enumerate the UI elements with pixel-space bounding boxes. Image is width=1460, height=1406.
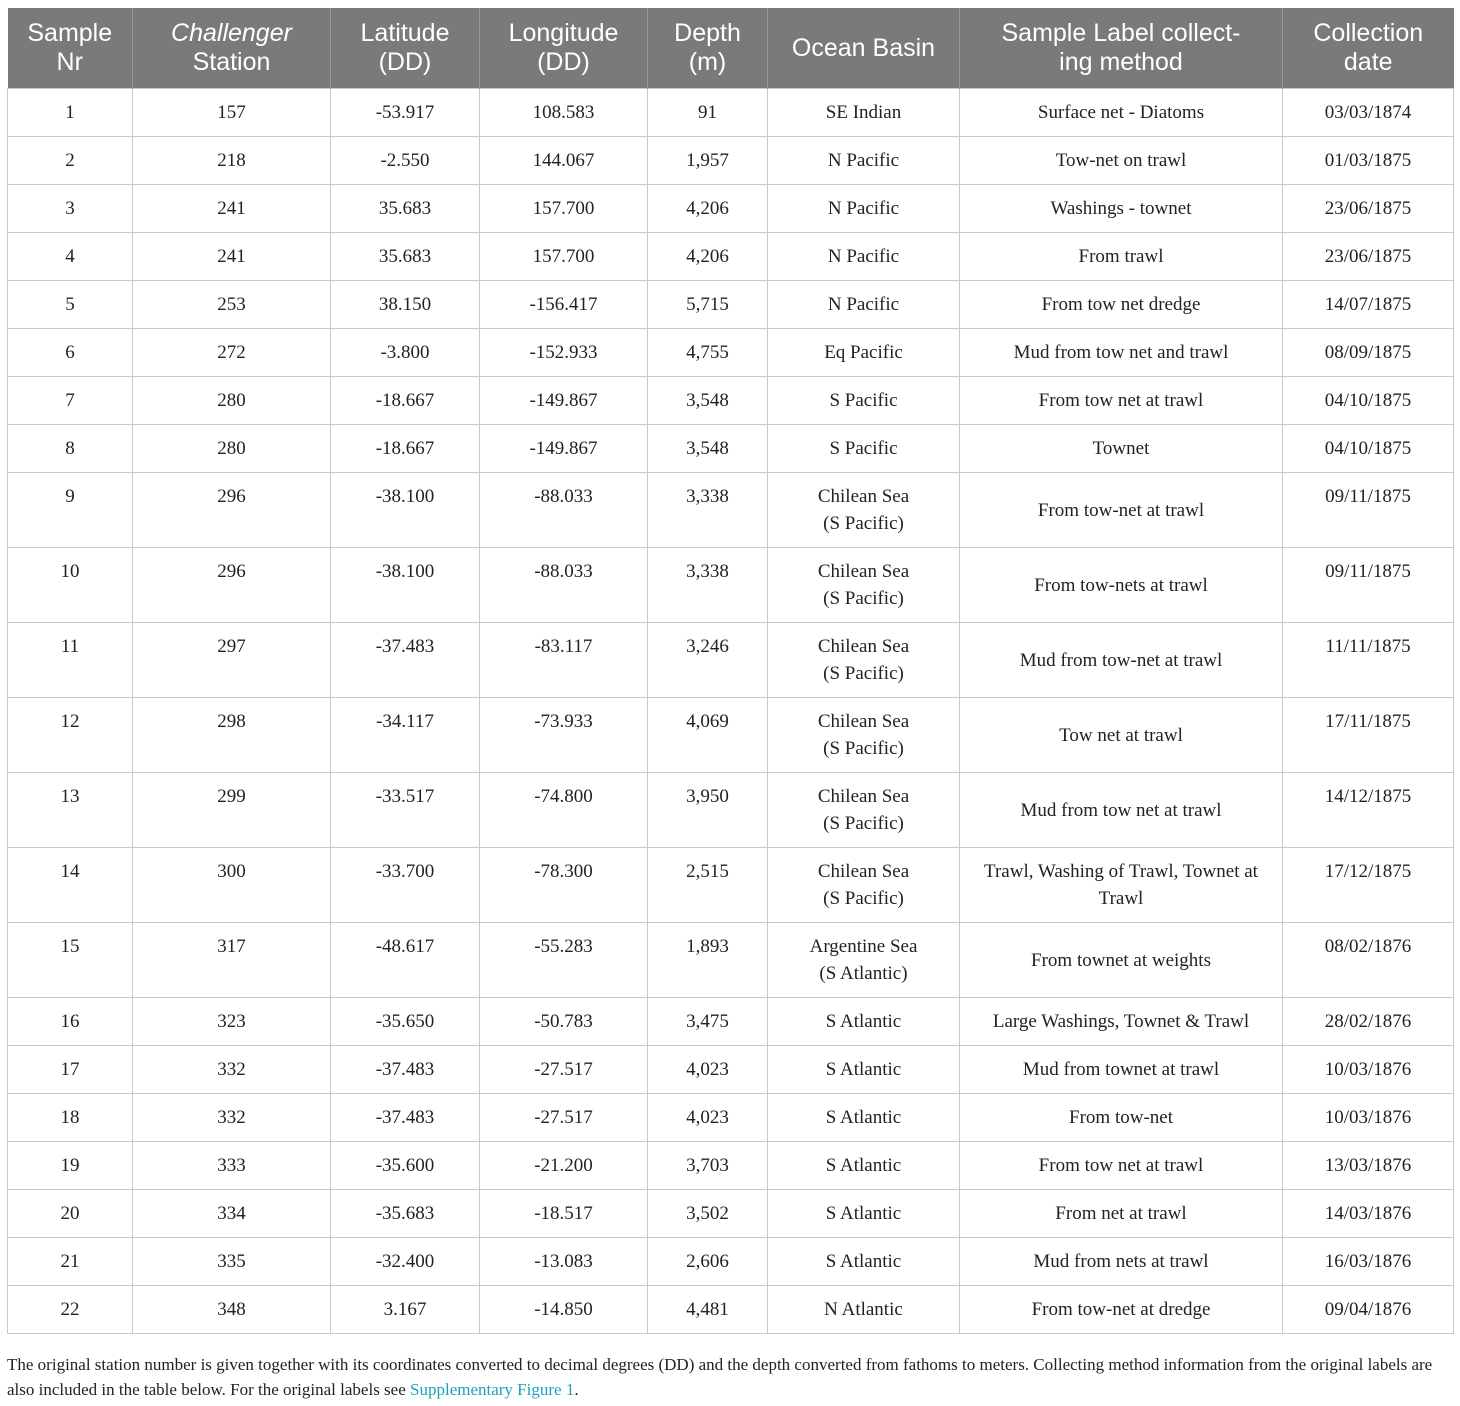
basin-line: N Pacific: [827, 150, 900, 171]
cell-collection-date: 04/10/1875: [1283, 425, 1454, 473]
header-line: Collection: [1313, 19, 1424, 47]
cell-depth: 3,950: [648, 773, 768, 848]
cell-ocean-basin: [768, 377, 960, 425]
cell-latitude: -38.100: [331, 548, 480, 623]
cell-collecting-method: Mud from tow net at trawl: [960, 773, 1283, 848]
basin-line: Chilean Sea: [817, 561, 910, 582]
cell-challenger-station: 298: [133, 698, 331, 773]
cell-collection-date: 09/11/1875: [1283, 473, 1454, 548]
cell-collecting-method: From tow-net at dredge: [960, 1286, 1283, 1334]
header-line: Ocean Basin: [791, 33, 936, 62]
header-line: Challenger: [171, 19, 292, 47]
footnote-end: .: [574, 1380, 579, 1399]
cell-depth: 4,755: [648, 329, 768, 377]
cell-depth: 3,246: [648, 623, 768, 698]
cell-collecting-method: From tow-net: [960, 1094, 1283, 1142]
cell-ocean-basin: [768, 623, 960, 698]
cell-depth: 2,515: [648, 848, 768, 923]
cell-collecting-method: Mud from nets at trawl: [960, 1238, 1283, 1286]
cell-depth: 4,023: [648, 1094, 768, 1142]
cell-ocean-basin: [768, 89, 960, 137]
cell-sample-nr: 13: [8, 773, 133, 848]
basin-line: Eq Pacific: [824, 342, 903, 363]
basin-line: S Pacific: [829, 390, 898, 411]
header-line: date: [1343, 48, 1393, 76]
cell-depth: 3,475: [648, 998, 768, 1046]
cell-ocean-basin: [768, 998, 960, 1046]
cell-latitude: -37.483: [331, 1094, 480, 1142]
cell-collection-date: 08/02/1876: [1283, 923, 1454, 998]
cell-latitude: 3.167: [331, 1286, 480, 1334]
basin-line: S Atlantic: [825, 1059, 902, 1080]
cell-longitude: -73.933: [480, 698, 648, 773]
cell-collection-date: 17/11/1875: [1283, 698, 1454, 773]
basin-line: (S Pacific): [823, 888, 904, 909]
basin-line: (S Pacific): [823, 513, 904, 534]
cell-challenger-station: 241: [133, 185, 331, 233]
table-row: [8, 1238, 1454, 1286]
cell-collecting-method: Tow-net on trawl: [960, 137, 1283, 185]
basin-line: N Pacific: [827, 198, 900, 219]
cell-longitude: -149.867: [480, 377, 648, 425]
table-row: [8, 1190, 1454, 1238]
cell-challenger-station: 280: [133, 377, 331, 425]
cell-latitude: -18.667: [331, 425, 480, 473]
column-header-sample-nr: [8, 8, 133, 89]
cell-longitude: -156.417: [480, 281, 648, 329]
basin-line: S Atlantic: [825, 1107, 902, 1128]
table-row: [8, 329, 1454, 377]
cell-depth: 4,481: [648, 1286, 768, 1334]
cell-longitude: -152.933: [480, 329, 648, 377]
table-row: [8, 698, 1454, 773]
header-line: Sample Label collect-: [1001, 19, 1241, 47]
header-line: Depth: [674, 19, 741, 47]
cell-longitude: -88.033: [480, 548, 648, 623]
cell-collecting-method: Mud from townet at trawl: [960, 1046, 1283, 1094]
header-line: ing method: [1059, 48, 1183, 76]
cell-depth: 3,703: [648, 1142, 768, 1190]
table-body: [8, 89, 1454, 1334]
cell-sample-nr: 6: [8, 329, 133, 377]
cell-longitude: -88.033: [480, 473, 648, 548]
cell-collecting-method: Mud from tow-net at trawl: [960, 623, 1283, 698]
cell-latitude: -33.700: [331, 848, 480, 923]
samples-table: [7, 8, 1454, 1334]
cell-latitude: -37.483: [331, 1046, 480, 1094]
cell-collecting-method: From tow-net at trawl: [960, 473, 1283, 548]
basin-line: N Pacific: [827, 246, 900, 267]
header-line: Latitude: [360, 19, 450, 47]
cell-collecting-method: Surface net - Diatoms: [960, 89, 1283, 137]
cell-latitude: -35.683: [331, 1190, 480, 1238]
column-header-depth: [648, 8, 768, 89]
cell-challenger-station: 296: [133, 548, 331, 623]
header-line: Longitude: [508, 19, 619, 47]
footnote-text: The original station number is given together with its coordinates converted to decimal degrees (DD) and the depth converted from fathoms to meters. Collecting method information from the original labels are also included in the table below. For the original labels see: [7, 1355, 1433, 1399]
cell-collection-date: 01/03/1875: [1283, 137, 1454, 185]
table-row: [8, 548, 1454, 623]
cell-latitude: -3.800: [331, 329, 480, 377]
cell-challenger-station: 297: [133, 623, 331, 698]
cell-collection-date: 10/03/1876: [1283, 1046, 1454, 1094]
cell-collection-date: 09/11/1875: [1283, 548, 1454, 623]
cell-sample-nr: 14: [8, 848, 133, 923]
cell-ocean-basin: [768, 1286, 960, 1334]
table-row: [8, 923, 1454, 998]
cell-ocean-basin: [768, 773, 960, 848]
cell-challenger-station: 280: [133, 425, 331, 473]
cell-ocean-basin: [768, 1238, 960, 1286]
cell-challenger-station: 299: [133, 773, 331, 848]
cell-longitude: 157.700: [480, 233, 648, 281]
cell-challenger-station: 296: [133, 473, 331, 548]
cell-sample-nr: 8: [8, 425, 133, 473]
cell-challenger-station: 157: [133, 89, 331, 137]
cell-collecting-method: From tow net at trawl: [960, 1142, 1283, 1190]
table-row: [8, 377, 1454, 425]
cell-collection-date: 23/06/1875: [1283, 233, 1454, 281]
basin-line: S Atlantic: [825, 1251, 902, 1272]
header-line: Sample: [27, 19, 113, 47]
cell-collection-date: 23/06/1875: [1283, 185, 1454, 233]
cell-sample-nr: 22: [8, 1286, 133, 1334]
basin-line: Chilean Sea: [817, 711, 910, 732]
cell-longitude: -27.517: [480, 1094, 648, 1142]
cell-depth: 5,715: [648, 281, 768, 329]
cell-sample-nr: 15: [8, 923, 133, 998]
basin-line: N Pacific: [827, 294, 900, 315]
cell-latitude: -33.517: [331, 773, 480, 848]
cell-depth: 3,548: [648, 377, 768, 425]
cell-longitude: -55.283: [480, 923, 648, 998]
cell-sample-nr: 19: [8, 1142, 133, 1190]
cell-collection-date: 14/03/1876: [1283, 1190, 1454, 1238]
cell-challenger-station: 333: [133, 1142, 331, 1190]
basin-line: SE Indian: [825, 102, 902, 123]
cell-collection-date: 08/09/1875: [1283, 329, 1454, 377]
cell-sample-nr: 21: [8, 1238, 133, 1286]
basin-line: (S Pacific): [823, 738, 904, 759]
basin-line: S Pacific: [829, 438, 898, 459]
cell-ocean-basin: [768, 1190, 960, 1238]
cell-ocean-basin: [768, 425, 960, 473]
cell-latitude: -48.617: [331, 923, 480, 998]
cell-collection-date: 13/03/1876: [1283, 1142, 1454, 1190]
cell-latitude: -32.400: [331, 1238, 480, 1286]
cell-longitude: -74.800: [480, 773, 648, 848]
cell-longitude: -149.867: [480, 425, 648, 473]
cell-longitude: -14.850: [480, 1286, 648, 1334]
header-line: Station: [192, 48, 271, 76]
supplementary-figure-link[interactable]: Supplementary Figure 1: [410, 1380, 575, 1399]
cell-longitude: -83.117: [480, 623, 648, 698]
cell-collecting-method: From tow net at trawl: [960, 377, 1283, 425]
column-header-challenger-station: [133, 8, 331, 89]
table-row: [8, 773, 1454, 848]
basin-line: S Atlantic: [825, 1203, 902, 1224]
cell-sample-nr: 9: [8, 473, 133, 548]
cell-latitude: -34.117: [331, 698, 480, 773]
basin-line: Argentine Sea: [809, 936, 918, 957]
cell-sample-nr: 7: [8, 377, 133, 425]
basin-line: (S Atlantic): [819, 963, 908, 984]
cell-longitude: -18.517: [480, 1190, 648, 1238]
cell-depth: 3,548: [648, 425, 768, 473]
cell-longitude: 108.583: [480, 89, 648, 137]
cell-ocean-basin: [768, 137, 960, 185]
basin-line: S Atlantic: [825, 1011, 902, 1032]
cell-collecting-method: Mud from tow net and trawl: [960, 329, 1283, 377]
basin-line: Chilean Sea: [817, 786, 910, 807]
table-row: [8, 998, 1454, 1046]
header-row: [8, 8, 1454, 89]
table-row: [8, 473, 1454, 548]
cell-longitude: -50.783: [480, 998, 648, 1046]
cell-challenger-station: 334: [133, 1190, 331, 1238]
cell-latitude: -38.100: [331, 473, 480, 548]
column-header-collecting-method: [960, 8, 1283, 89]
table-row: [8, 1094, 1454, 1142]
cell-depth: 3,338: [648, 548, 768, 623]
column-header-ocean-basin: [768, 8, 960, 89]
table-row: [8, 281, 1454, 329]
cell-sample-nr: 12: [8, 698, 133, 773]
cell-latitude: -2.550: [331, 137, 480, 185]
table-row: [8, 185, 1454, 233]
cell-collecting-method: Townet: [960, 425, 1283, 473]
cell-latitude: -37.483: [331, 623, 480, 698]
table-row: [8, 623, 1454, 698]
cell-ocean-basin: [768, 1142, 960, 1190]
cell-collecting-method: From net at trawl: [960, 1190, 1283, 1238]
cell-depth: 3,502: [648, 1190, 768, 1238]
cell-latitude: -35.600: [331, 1142, 480, 1190]
cell-depth: 1,957: [648, 137, 768, 185]
cell-collecting-method: Large Washings, Townet & Trawl: [960, 998, 1283, 1046]
cell-ocean-basin: [768, 698, 960, 773]
basin-line: Chilean Sea: [817, 636, 910, 657]
cell-sample-nr: 16: [8, 998, 133, 1046]
cell-challenger-station: 272: [133, 329, 331, 377]
cell-collecting-method: From townet at weights: [960, 923, 1283, 998]
header-line: (DD): [537, 48, 590, 76]
cell-longitude: -21.200: [480, 1142, 648, 1190]
column-header-latitude: [331, 8, 480, 89]
cell-latitude: 35.683: [331, 185, 480, 233]
basin-line: N Atlantic: [824, 1299, 903, 1320]
cell-collecting-method: From tow net dredge: [960, 281, 1283, 329]
table-row: [8, 1286, 1454, 1334]
header-line: Nr: [56, 48, 83, 76]
cell-longitude: 157.700: [480, 185, 648, 233]
cell-depth: 4,069: [648, 698, 768, 773]
cell-depth: 4,023: [648, 1046, 768, 1094]
cell-latitude: 35.683: [331, 233, 480, 281]
cell-collecting-method: Trawl, Washing of Trawl, Townet at Trawl: [960, 848, 1283, 923]
cell-latitude: -35.650: [331, 998, 480, 1046]
basin-line: S Atlantic: [825, 1155, 902, 1176]
cell-ocean-basin: [768, 848, 960, 923]
table-row: [8, 1046, 1454, 1094]
table-row: [8, 233, 1454, 281]
cell-collection-date: 14/12/1875: [1283, 773, 1454, 848]
cell-sample-nr: 18: [8, 1094, 133, 1142]
cell-collection-date: 04/10/1875: [1283, 377, 1454, 425]
cell-ocean-basin: [768, 473, 960, 548]
cell-ocean-basin: [768, 548, 960, 623]
cell-longitude: -13.083: [480, 1238, 648, 1286]
cell-depth: 1,893: [648, 923, 768, 998]
cell-challenger-station: 218: [133, 137, 331, 185]
cell-ocean-basin: [768, 1094, 960, 1142]
cell-challenger-station: 348: [133, 1286, 331, 1334]
cell-depth: 3,338: [648, 473, 768, 548]
cell-depth: 4,206: [648, 185, 768, 233]
cell-collection-date: 09/04/1876: [1283, 1286, 1454, 1334]
basin-line: Chilean Sea: [817, 486, 910, 507]
cell-sample-nr: 2: [8, 137, 133, 185]
table-row: [8, 1142, 1454, 1190]
cell-sample-nr: 20: [8, 1190, 133, 1238]
basin-line: (S Pacific): [823, 588, 904, 609]
cell-collection-date: 11/11/1875: [1283, 623, 1454, 698]
cell-collecting-method: From tow-nets at trawl: [960, 548, 1283, 623]
cell-collection-date: 28/02/1876: [1283, 998, 1454, 1046]
basin-line: (S Pacific): [823, 813, 904, 834]
table-container: [7, 8, 1453, 1334]
basin-line: (S Pacific): [823, 663, 904, 684]
cell-collection-date: 03/03/1874: [1283, 89, 1454, 137]
cell-collecting-method: Washings - townet: [960, 185, 1283, 233]
cell-sample-nr: 5: [8, 281, 133, 329]
cell-sample-nr: 10: [8, 548, 133, 623]
cell-challenger-station: 300: [133, 848, 331, 923]
table-row: [8, 89, 1454, 137]
cell-challenger-station: 241: [133, 233, 331, 281]
header-line: (m): [688, 48, 727, 76]
cell-collecting-method: From trawl: [960, 233, 1283, 281]
cell-longitude: 144.067: [480, 137, 648, 185]
cell-sample-nr: 11: [8, 623, 133, 698]
cell-challenger-station: 253: [133, 281, 331, 329]
table-row: [8, 425, 1454, 473]
cell-latitude: -18.667: [331, 377, 480, 425]
cell-challenger-station: 317: [133, 923, 331, 998]
column-header-collection-date: [1283, 8, 1454, 89]
cell-depth: 2,606: [648, 1238, 768, 1286]
cell-collection-date: 16/03/1876: [1283, 1238, 1454, 1286]
cell-collection-date: 17/12/1875: [1283, 848, 1454, 923]
table-row: [8, 848, 1454, 923]
cell-collecting-method: Tow net at trawl: [960, 698, 1283, 773]
cell-ocean-basin: [768, 281, 960, 329]
cell-depth: 4,206: [648, 233, 768, 281]
cell-sample-nr: 3: [8, 185, 133, 233]
cell-ocean-basin: [768, 1046, 960, 1094]
cell-collection-date: 14/07/1875: [1283, 281, 1454, 329]
cell-sample-nr: 4: [8, 233, 133, 281]
cell-collection-date: 10/03/1876: [1283, 1094, 1454, 1142]
cell-ocean-basin: [768, 233, 960, 281]
cell-latitude: -53.917: [331, 89, 480, 137]
table-row: [8, 137, 1454, 185]
cell-depth: 91: [648, 89, 768, 137]
cell-challenger-station: 332: [133, 1094, 331, 1142]
cell-challenger-station: 335: [133, 1238, 331, 1286]
cell-challenger-station: 332: [133, 1046, 331, 1094]
cell-ocean-basin: [768, 185, 960, 233]
cell-ocean-basin: [768, 329, 960, 377]
table-footnote: [7, 1352, 1455, 1402]
header-line: (DD): [378, 48, 432, 76]
cell-latitude: 38.150: [331, 281, 480, 329]
cell-ocean-basin: [768, 923, 960, 998]
cell-challenger-station: 323: [133, 998, 331, 1046]
basin-line: Chilean Sea: [817, 861, 910, 882]
column-header-longitude: [480, 8, 648, 89]
cell-sample-nr: 1: [8, 89, 133, 137]
cell-longitude: -27.517: [480, 1046, 648, 1094]
cell-longitude: -78.300: [480, 848, 648, 923]
cell-sample-nr: 17: [8, 1046, 133, 1094]
